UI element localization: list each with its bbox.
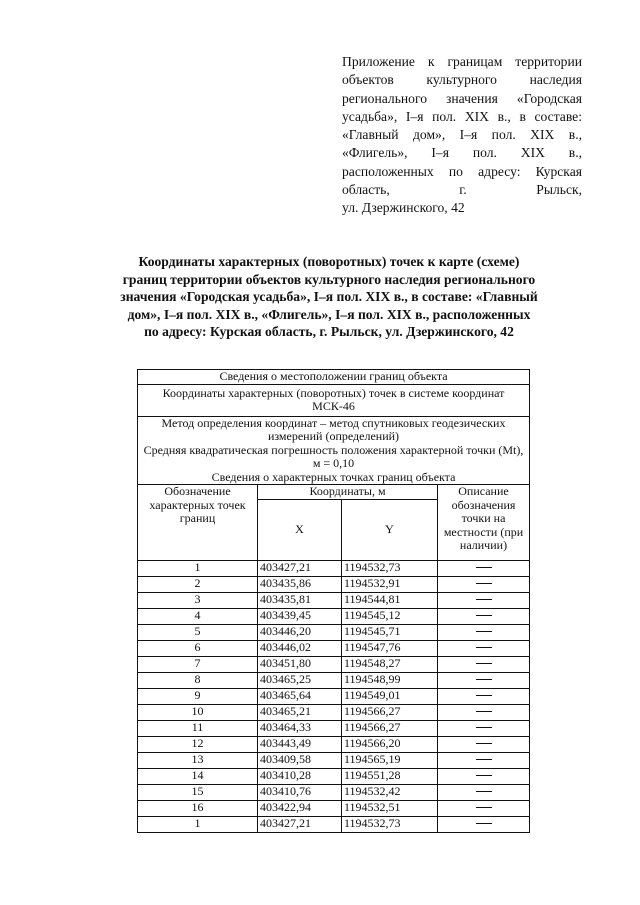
dash-mark [476, 599, 492, 600]
table-info-row [138, 416, 530, 485]
coord-y: 1194566,27 [342, 720, 438, 736]
table-row [138, 640, 530, 656]
header-coordinate-system: Координаты характерных (поворотных) точек в системе координат МСК-46 [138, 384, 530, 416]
coord-y: 1194565,19 [342, 752, 438, 768]
description-cell [438, 784, 530, 800]
description-cell [438, 624, 530, 640]
description-cell [438, 592, 530, 608]
table-row [138, 784, 530, 800]
table-row [138, 672, 530, 688]
method-and-accuracy [138, 416, 530, 485]
col-designation: Обозначение характерных точек границ [138, 485, 258, 561]
point-number: 4 [138, 608, 258, 624]
coord-y: 1194545,12 [342, 608, 438, 624]
col-y: Y [342, 499, 438, 560]
coord-x: 403410,76 [258, 784, 342, 800]
coord-y: 1194549,01 [342, 688, 438, 704]
appendix-line: объектов культурного наследия [342, 72, 582, 88]
dash-mark [476, 711, 492, 712]
coord-x: 403439,45 [258, 608, 342, 624]
point-number: 12 [138, 736, 258, 752]
coord-x: 403464,33 [258, 720, 342, 736]
document-title [86, 253, 572, 341]
point-number: 1 [138, 816, 258, 832]
dash-mark [476, 679, 492, 680]
table-row [138, 608, 530, 624]
point-number: 2 [138, 576, 258, 592]
coord-y: 1194532,51 [342, 800, 438, 816]
point-number: 9 [138, 688, 258, 704]
dash-mark [476, 791, 492, 792]
coord-x: 403410,28 [258, 768, 342, 784]
description-cell [438, 816, 530, 832]
description-cell [438, 576, 530, 592]
dash-mark [476, 695, 492, 696]
table-row [138, 800, 530, 816]
dash-mark [476, 567, 492, 568]
point-number: 1 [138, 560, 258, 576]
point-number: 16 [138, 800, 258, 816]
coordinates-table [137, 369, 530, 833]
dash-mark [476, 663, 492, 664]
appendix-line: «Флигель», I–я пол. XIX в., [342, 145, 582, 161]
dash-mark [476, 631, 492, 632]
header-location: Сведения о местоположении границ объекта [138, 370, 530, 385]
table-header-row [138, 384, 530, 416]
appendix-note [342, 53, 582, 218]
appendix-line: область, г. Рыльск, [342, 182, 582, 198]
description-cell [438, 704, 530, 720]
description-cell [438, 800, 530, 816]
description-cell [438, 656, 530, 672]
table-row [138, 768, 530, 784]
point-number: 8 [138, 672, 258, 688]
title-line: значения «Городская усадьба», I–я пол. XIX в., в составе: «Главный [120, 289, 538, 305]
point-number: 5 [138, 624, 258, 640]
table-row [138, 656, 530, 672]
table-row [138, 752, 530, 768]
table-row [138, 688, 530, 704]
appendix-line: расположенных по адресу: Курская [342, 163, 582, 179]
point-number: 6 [138, 640, 258, 656]
description-cell [438, 688, 530, 704]
coord-x: 403427,21 [258, 560, 342, 576]
table-row [138, 576, 530, 592]
coord-x: 403465,64 [258, 688, 342, 704]
coord-x: 403443,49 [258, 736, 342, 752]
table-row [138, 816, 530, 832]
col-description: Описание обозначения точки на местности (при наличии) [438, 485, 530, 561]
col-x: X [258, 499, 342, 560]
description-cell [438, 752, 530, 768]
description-cell [438, 768, 530, 784]
coord-x: 403446,20 [258, 624, 342, 640]
point-number: 7 [138, 656, 258, 672]
coord-x: 403409,58 [258, 752, 342, 768]
dash-mark [476, 743, 492, 744]
table-row [138, 592, 530, 608]
coord-y: 1194566,20 [342, 736, 438, 752]
point-number: 3 [138, 592, 258, 608]
dash-mark [476, 615, 492, 616]
coord-y: 1194532,91 [342, 576, 438, 592]
dash-mark [476, 823, 492, 824]
appendix-line: усадьба», I–я пол. XIX в., в составе: [342, 108, 582, 124]
point-number: 15 [138, 784, 258, 800]
description-cell [438, 560, 530, 576]
appendix-line: «Главный дом», I–я пол. XIX в., [342, 127, 582, 143]
point-number: 10 [138, 704, 258, 720]
coord-x: 403435,86 [258, 576, 342, 592]
dash-mark [476, 583, 492, 584]
title-line: Координаты характерных (поворотных) точек к карте (схеме) [138, 254, 520, 269]
accuracy-text: Средняя квадратическая погрешность положения характерной точки (Mt), м = 0,10 [143, 442, 524, 470]
title-line: дом», I–я пол. XIX в., «Флигель», I–я пол. XIX в., расположенных [127, 306, 531, 322]
coord-y: 1194532,73 [342, 816, 438, 832]
dash-mark [476, 807, 492, 808]
table-row [138, 624, 530, 640]
coord-y: 1194544,81 [342, 592, 438, 608]
description-cell [438, 672, 530, 688]
description-cell [438, 608, 530, 624]
coord-x: 403422,94 [258, 800, 342, 816]
coord-y: 1194547,76 [342, 640, 438, 656]
coord-y: 1194548,27 [342, 656, 438, 672]
coord-x: 403465,21 [258, 704, 342, 720]
dash-mark [476, 727, 492, 728]
coord-x: 403451,80 [258, 656, 342, 672]
point-number: 14 [138, 768, 258, 784]
coord-y: 1194532,73 [342, 560, 438, 576]
column-header-row [138, 485, 530, 500]
table-header-row [138, 370, 530, 385]
coord-y: 1194566,27 [342, 704, 438, 720]
appendix-line: регионального значения «Городская [342, 90, 582, 106]
table-row [138, 560, 530, 576]
point-number: 11 [138, 720, 258, 736]
description-cell [438, 720, 530, 736]
col-coordinates: Координаты, м [258, 485, 438, 500]
coord-y: 1194551,28 [342, 768, 438, 784]
coord-x: 403427,21 [258, 816, 342, 832]
point-number: 13 [138, 752, 258, 768]
dash-mark [476, 647, 492, 648]
dash-mark [476, 759, 492, 760]
title-line: границ территории объектов культурного наследия регионального [122, 271, 536, 287]
title-line: по адресу: Курская область, г. Рыльск, ул. Дзержинского, 42 [144, 324, 514, 340]
table-row [138, 704, 530, 720]
coord-y: 1194548,99 [342, 672, 438, 688]
description-cell [438, 640, 530, 656]
coord-x: 403435,81 [258, 592, 342, 608]
coord-y: 1194532,42 [342, 784, 438, 800]
description-cell [438, 736, 530, 752]
dash-mark [476, 775, 492, 776]
header-points: Сведения о характерных точках границ объекта [211, 469, 456, 484]
method-text: Метод определения координат – метод спутниковых геодезических измерений (определений) [161, 415, 506, 443]
coord-x: 403446,02 [258, 640, 342, 656]
table-row [138, 720, 530, 736]
coord-x: 403465,25 [258, 672, 342, 688]
appendix-line: ул. Дзержинского, 42 [342, 200, 465, 216]
appendix-line: Приложение к границам территории [342, 54, 582, 69]
table-row [138, 736, 530, 752]
coord-y: 1194545,71 [342, 624, 438, 640]
